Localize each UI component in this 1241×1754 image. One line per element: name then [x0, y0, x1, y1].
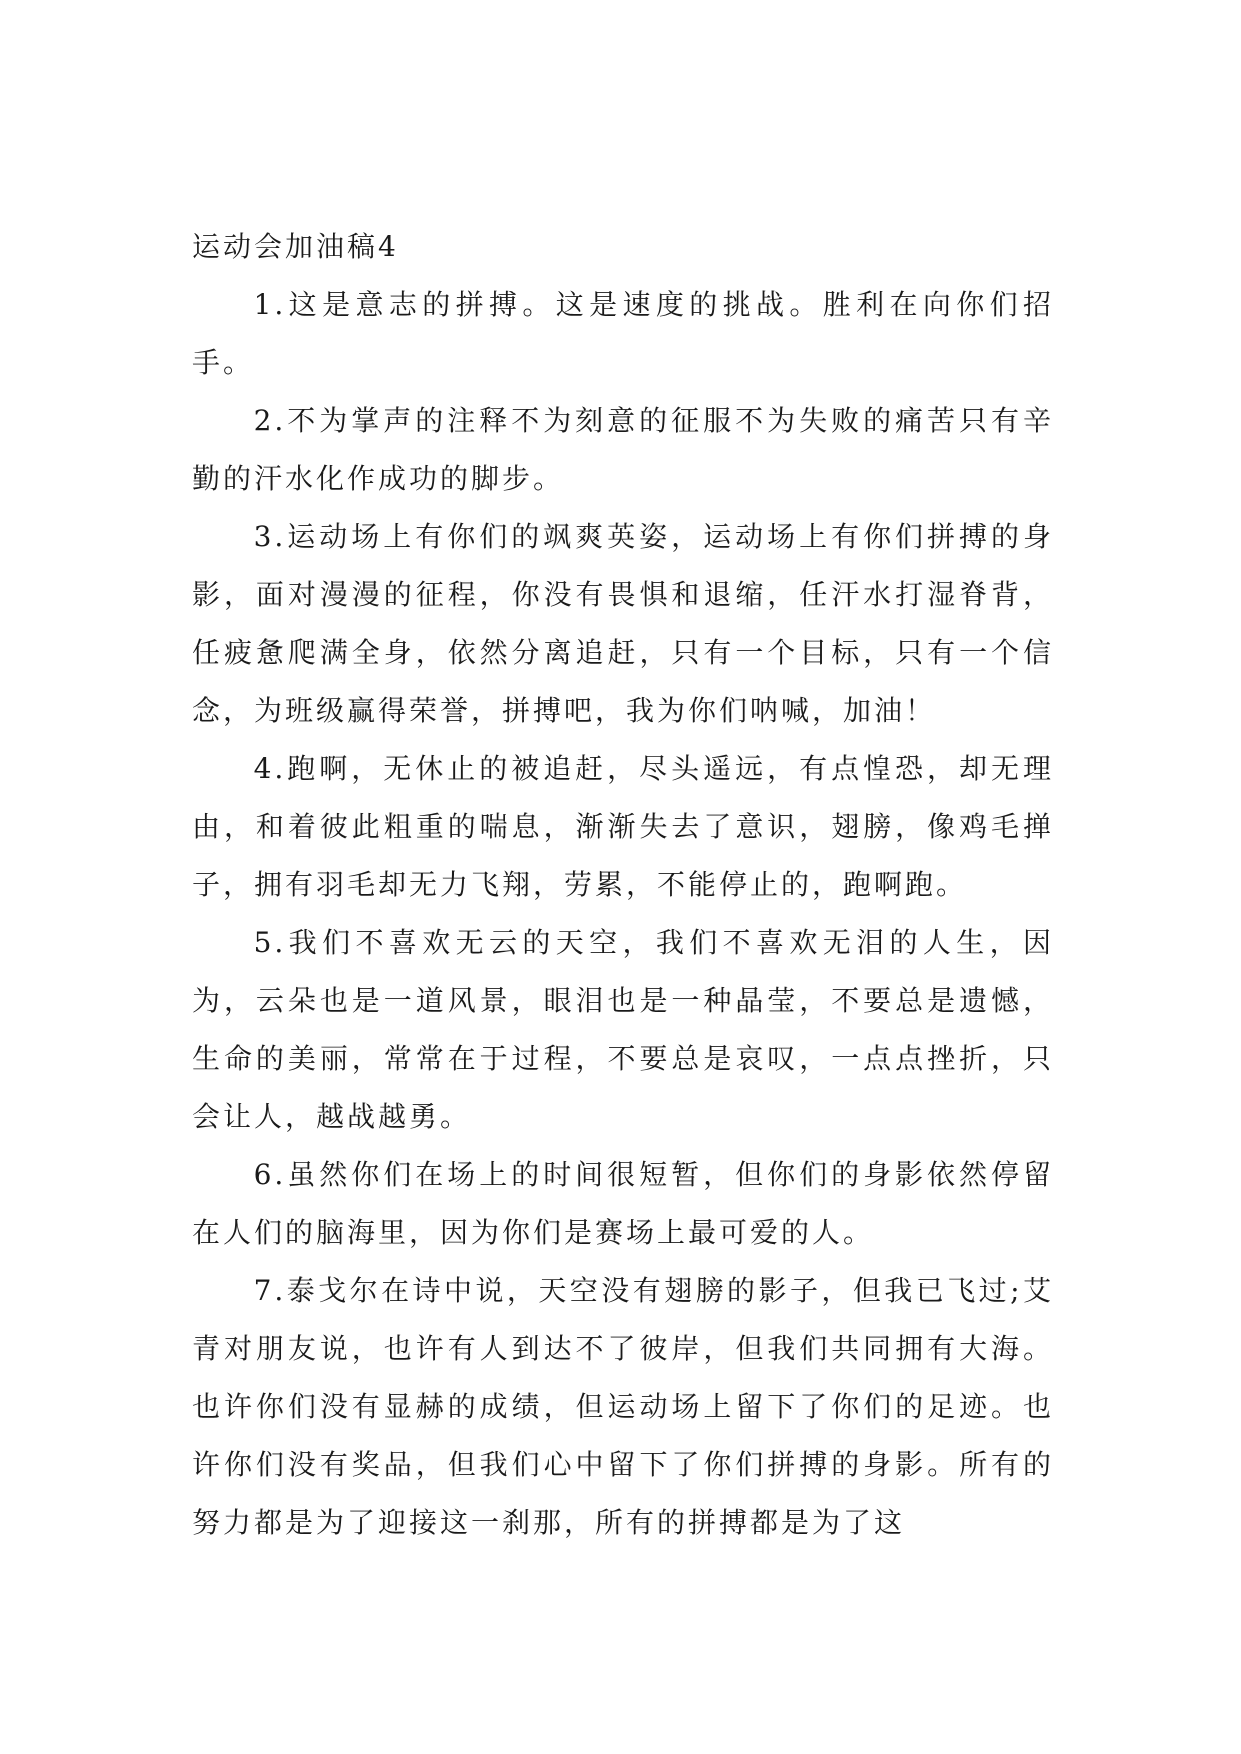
paragraph-2: 2.不为掌声的注释不为刻意的征服不为失败的痛苦只有辛勤的汗水化作成功的脚步。 — [192, 404, 1054, 495]
paragraph-1: 1.这是意志的拼搏。这是速度的挑战。胜利在向你们招手。 — [192, 288, 1054, 379]
paragraph-5: 5.我们不喜欢无云的天空，我们不喜欢无泪的人生，因为，云朵也是一道风景，眼泪也是一种晶莹，不要总是遗憾，生命的美丽，常常在于过程，不要总是哀叹，一点点挫折，只会让人，越战越勇。 — [192, 926, 1054, 1133]
document-body — [192, 218, 1054, 1552]
paragraph-3: 3.运动场上有你们的飒爽英姿，运动场上有你们拼搏的身影，面对漫漫的征程，你没有畏惧和退缩，任汗水打湿脊背，任疲惫爬满全身，依然分离追赶，只有一个目标，只有一个信念，为班级赢得荣誉，拼搏吧，我为你们呐喊，加油！ — [192, 520, 1054, 727]
paragraph-6: 6.虽然你们在场上的时间很短暂，但你们的身影依然停留在人们的脑海里，因为你们是赛场上最可爱的人。 — [192, 1158, 1054, 1249]
paragraph-4: 4.跑啊，无休止的被追赶，尽头遥远，有点惶恐，却无理由，和着彼此粗重的喘息，渐渐失去了意识，翅膀，像鸡毛掸子，拥有羽毛却无力飞翔，劳累，不能停止的，跑啊跑。 — [192, 752, 1054, 901]
paragraph-7: 7.泰戈尔在诗中说，天空没有翅膀的影子，但我已飞过;艾青对朋友说，也许有人到达不了彼岸，但我们共同拥有大海。也许你们没有显赫的成绩，但运动场上留下了你们的足迹。也许你们没有奖品，但我们心中留下了你们拼搏的身影。所有的努力都是为了迎接这一刹那，所有的拼搏都是为了这 — [192, 1274, 1054, 1539]
document-title: 运动会加油稿4 — [192, 230, 399, 263]
